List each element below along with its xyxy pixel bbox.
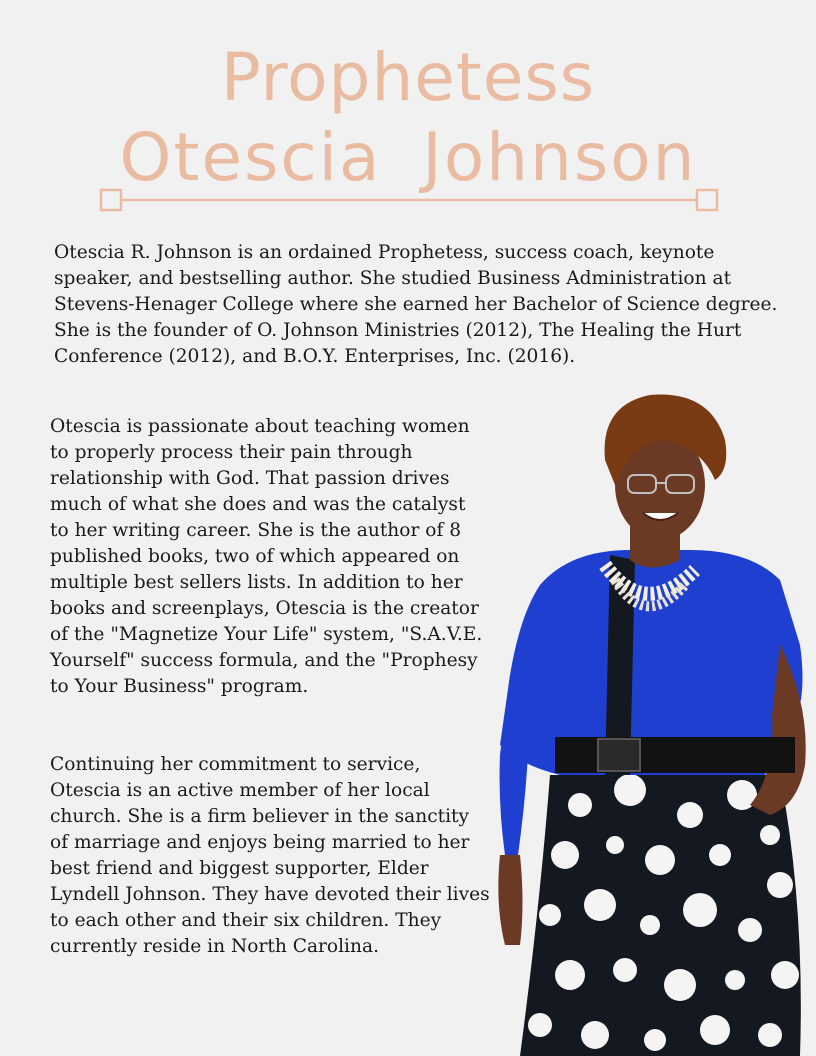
portrait-photo [480, 385, 816, 1056]
title-line-2: Otescia Johnson [119, 119, 697, 196]
bio-intro-paragraph: Otescia R. Johnson is an ordained Prophetess, success coach, keynote speaker, and bestselling author. She studied Business Administration at Stevens-Henager College where she earned her Bachelor of Science degree. She is the founder of O. Johnson Ministries (2012), The Healing the Hurt Conference (2012), and B.O.Y. Enterprises, Inc. (2016). [54, 242, 778, 367]
bio-passion-paragraph: Otescia is passionate about teaching women to properly process their pain through relationship with God. That passion drives much of what she does and was the catalyst to her writing career. She is the author of 8 published books, two of which appeared on multiple best sellers lists. In addition to her books and screenplays, Otescia is the creator of the "Magnetize Your Life" system, "S.A.V.E. Yourself" success formula, and the "Prophesy to Your Business" program. [50, 416, 483, 697]
title-divider [99, 186, 719, 214]
title-line-1: Prophetess [220, 39, 596, 116]
bio-service-paragraph: Continuing her commitment to service, Otescia is an active member of her local church. She is a firm believer in the sanctity of marriage and enjoys being married to her best friend and biggest supporter, Elder Lyndell Johnson. They have devoted their lives to each other and their six children. They currently reside in North Carolina. [50, 754, 490, 957]
